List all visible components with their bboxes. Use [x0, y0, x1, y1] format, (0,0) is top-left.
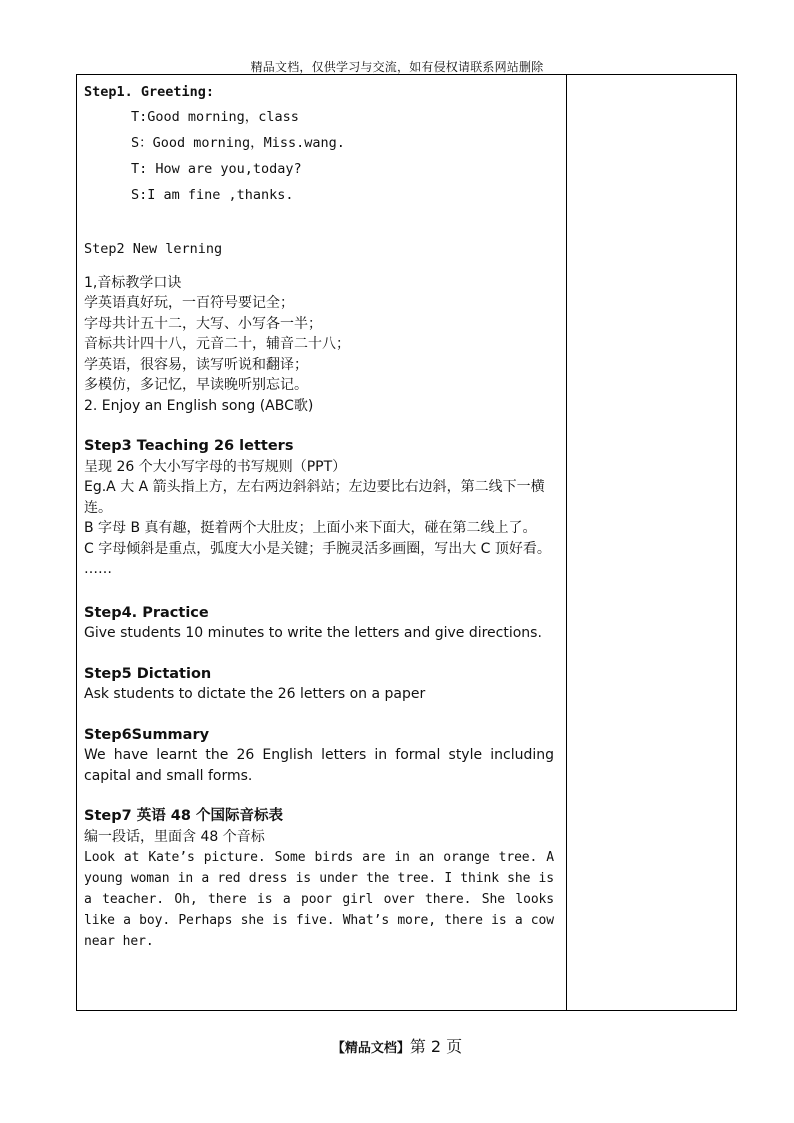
phonetics-paragraph: Look at Kate’s picture. Some birds are in an orange tree. A young woman in a red dress is under the tree. I think she is a teacher. Oh, there is a poor girl over there. She looks like a boy. Perhaps she is five. What’s more, there is a cow near her.: [84, 850, 554, 949]
step2-title: Step2 New lerning: [84, 241, 223, 257]
rhyme-line: 多模仿，多记忆，早读晚听别忘记。: [84, 377, 308, 393]
step4-text: Give students 10 minutes to write the letters and give directions.: [84, 625, 542, 641]
dialogue-line: T:Good morning，class: [131, 109, 299, 125]
step5-title: Step5 Dictation: [84, 665, 212, 682]
step2-item2: 2. Enjoy an English song (ABC歌): [84, 397, 314, 414]
column-divider: [566, 75, 567, 1010]
page-number: 第 2 页: [409, 1037, 463, 1056]
step7-title: Step7 英语 48 个国际音标表: [84, 808, 283, 824]
page-header: 精品文档，仅供学习与交流，如有侵权请联系网站删除: [250, 60, 544, 74]
lesson-table: [76, 74, 737, 1011]
page-footer: [0, 1034, 794, 1057]
step6-text: We have learnt the 26 English letters in formal style including capital and small forms.: [84, 747, 554, 784]
step3-intro: 呈现 26 个大小写字母的书写规则（PPT）: [84, 458, 347, 475]
footer-tag: 【精品文档】: [331, 1041, 410, 1056]
ellipsis: ……: [84, 561, 112, 577]
rhyme-line: 学英语，很容易，读写听说和翻译；: [84, 356, 308, 373]
letter-a-rule: Eg.A 大 A 箭头指上方，左右两边斜斜站；左边要比右边斜，第二线下一横连。: [84, 479, 545, 516]
step5-text: Ask students to dictate the 26 letters on a paper: [84, 686, 426, 702]
rhyme-line: 学英语真好玩，一百符号要记全；: [84, 295, 294, 311]
step3-title: Step3 Teaching 26 letters: [84, 438, 294, 454]
dialogue-line: T: How are you,today?: [131, 161, 302, 177]
step6-title: Step6Summary: [84, 726, 210, 743]
dialogue-line: S：Good morning，Miss.wang.: [131, 135, 345, 151]
rhyme-line: 字母共计五十二，大写、小写各一半；: [84, 315, 322, 332]
lesson-content: [84, 83, 554, 952]
step7-subtitle: 编一段话，里面含 48 个音标: [84, 828, 265, 845]
step1-title: Step1. Greeting:: [84, 84, 215, 100]
letter-c-rule: C 字母倾斜是重点，弧度大小是关键；手腕灵活多画圈，写出大 C 顶好看。: [84, 540, 551, 557]
step1-dialogue: [84, 104, 554, 208]
dialogue-line: S:I am fine ,thanks.: [131, 187, 294, 203]
step2-item1-title: 1,音标教学口诀: [84, 274, 182, 291]
rhyme-line: 音标共计四十八，元音二十，辅音二十八；: [84, 336, 350, 352]
letter-b-rule: B 字母 B 真有趣，挺着两个大肚皮；上面小来下面大，碰在第二线上了。: [84, 520, 537, 536]
step4-title: Step4. Practice: [84, 604, 209, 621]
